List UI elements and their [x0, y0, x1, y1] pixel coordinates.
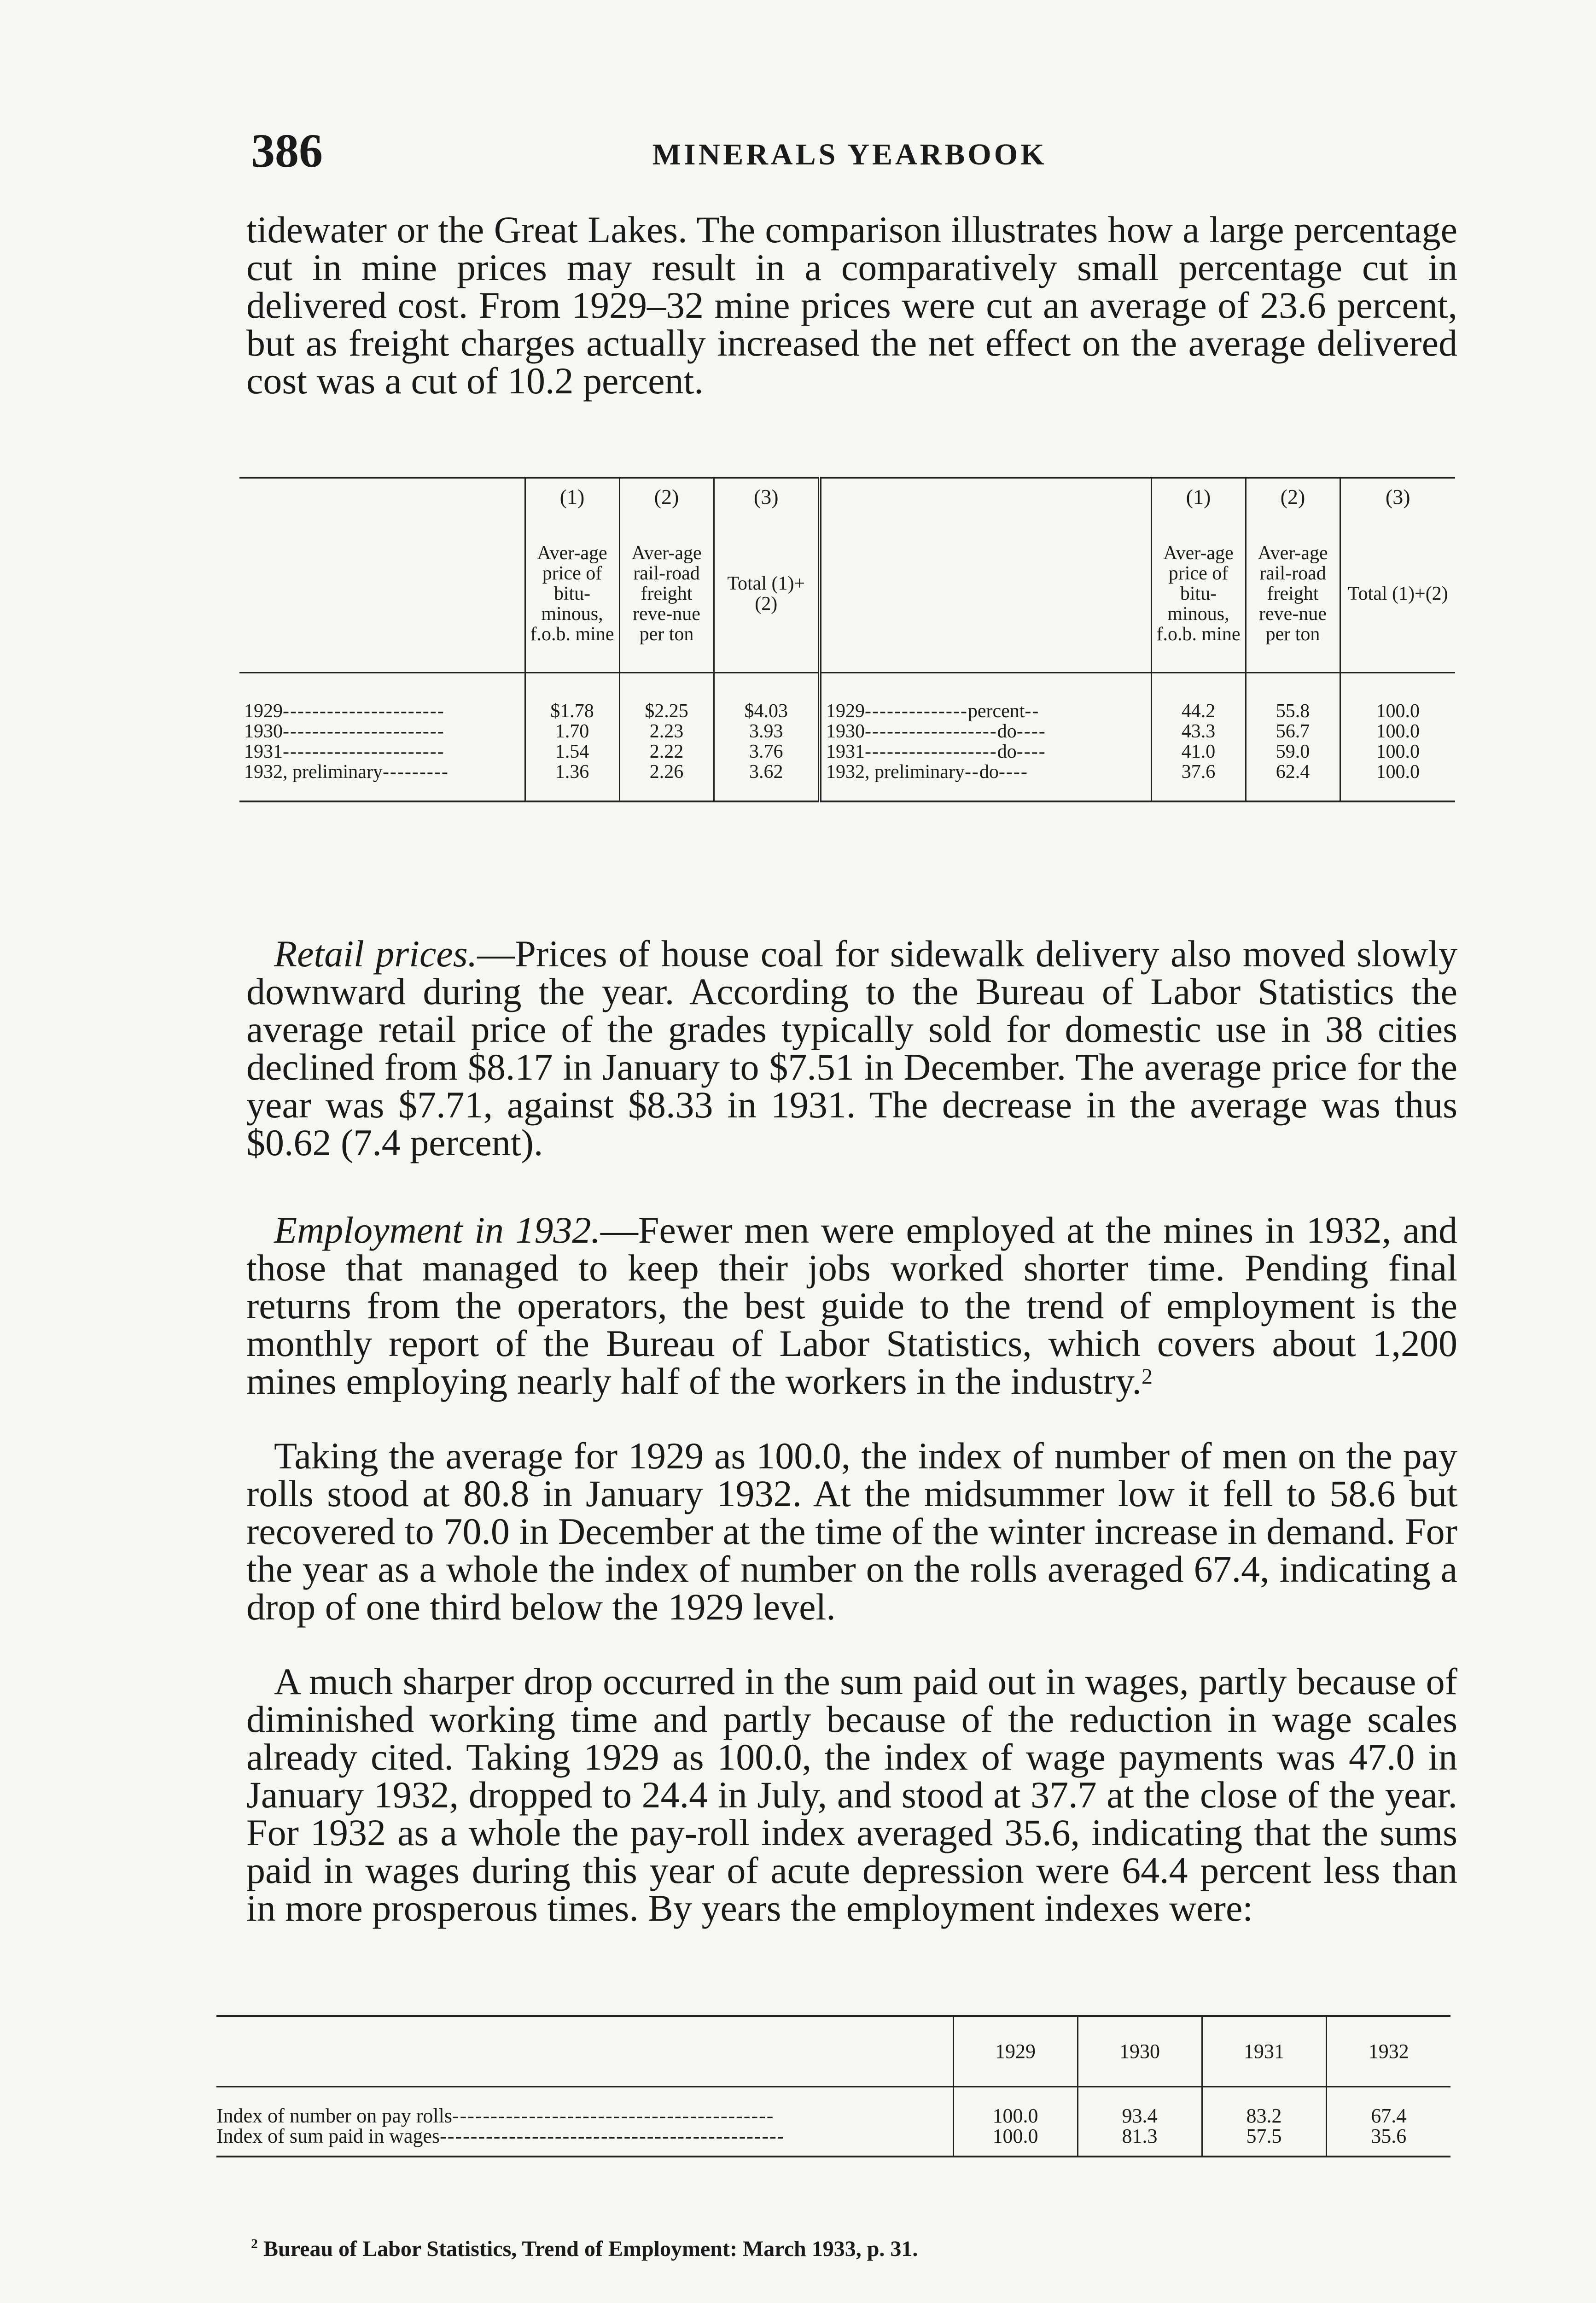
col-header-year: 1929 — [953, 2016, 1078, 2087]
dot-leader: ------------------ — [865, 721, 997, 742]
table-row — [239, 742, 1455, 762]
table-cell: 100.0 — [1340, 673, 1455, 722]
table-cell: 2.22 — [619, 742, 714, 762]
table-row — [216, 2126, 1450, 2157]
table-cell: 37.6 — [1151, 762, 1246, 801]
dot-leader: --------------------------------------------- — [440, 2125, 785, 2147]
col-number-3-right: (3) — [1340, 478, 1455, 515]
running-title: MINERALS YEARBOOK — [652, 138, 1047, 171]
col-header-freight-left: Aver-age rail-road freight reve-nue per ton — [619, 515, 714, 673]
table-cell: 100.0 — [1340, 742, 1455, 762]
table-cell: 81.3 — [1078, 2126, 1202, 2157]
table-cell: 44.2 — [1151, 673, 1246, 722]
row-unit: do — [997, 741, 1017, 762]
table-cell: 3.76 — [714, 742, 820, 762]
row-label: 1932, preliminary — [244, 761, 383, 783]
table-cell: 43.3 — [1151, 721, 1246, 742]
table-cell: 59.0 — [1246, 742, 1340, 762]
paragraph-text: A much sharper drop occurred in the sum paid out in wages, partly because of diminished working time and partly because of the reduction in wage scales already cited. Taking 1929 as 100.0, the index of wage payments was 47.0 in January 1932, dropped to 24.4 in July, and stood at 37.7 at the close of the year. For 1932 as a whole the pay-roll index averaged 35.6, indicating that the sums paid in wages during this year of acute depression were 64.4 percent less than in more prosperous times. By years the employment indexes were: — [246, 1660, 1457, 1929]
row-label: 1929 — [826, 701, 865, 722]
intro-paragraph — [246, 211, 1457, 400]
col-header-year: 1930 — [1078, 2016, 1202, 2087]
employment-index-table — [216, 2015, 1450, 2157]
table-row — [239, 762, 1455, 801]
row-label: 1932, preliminary — [826, 761, 965, 783]
dot-leader: ---------------------- — [283, 701, 445, 722]
row-label: 1931 — [826, 741, 865, 762]
row-label: 1929 — [244, 701, 283, 722]
table-cell: 3.93 — [714, 721, 820, 742]
footnote-marker: 2 — [251, 2236, 258, 2251]
row-label: Index of sum paid in wages — [216, 2125, 440, 2147]
price-comparison-table — [239, 477, 1455, 802]
dot-leader: --------- — [382, 761, 449, 783]
footnote-marker: 2 — [1142, 1364, 1153, 1389]
table-cell: 93.4 — [1078, 2087, 1202, 2127]
col-header-year: 1931 — [1202, 2016, 1326, 2087]
paragraph-text: —Prices of house coal for sidewalk delivery also moved slowly downward during the year. According to the Bureau of Labor Statistics the average retail price of the grades typically sold for domestic use in 38 cities declined from $8.17 in January to $7.51 in December. The average price for the year was $7.71, against $8.33 in 1931. The decrease in the average was thus $0.62 (7.4 percent). — [246, 933, 1457, 1163]
col-header-year: 1932 — [1326, 2016, 1450, 2087]
col-number-2-right: (2) — [1246, 478, 1340, 515]
table-cell: 83.2 — [1202, 2087, 1326, 2127]
col-number-2-left: (2) — [619, 478, 714, 515]
col-header-total-right: Total (1)+(2) — [1340, 515, 1455, 673]
table-cell: 57.5 — [1202, 2126, 1326, 2157]
index-paragraph — [246, 1437, 1457, 1626]
col-number-1-right: (1) — [1151, 478, 1246, 515]
section-heading: Employment in 1932. — [274, 1209, 600, 1251]
table-cell: 3.62 — [714, 762, 820, 801]
col-header-total-left: Total (1)+(2) — [714, 515, 820, 673]
dot-leader: ------------------------------------------ — [452, 2104, 775, 2127]
table-cell: 2.26 — [619, 762, 714, 801]
row-label: 1930 — [826, 721, 865, 742]
dot-leader: ---------------------- — [283, 741, 445, 762]
paragraph-text: —Fewer men were employed at the mines in 1932, and those that managed to keep their jobs worked shorter time. Pending final returns from the operators, the best guide to the trend of employment is the monthly report of the Bureau of Labor Statistics, which covers about 1,200 mines employing nearly half of the workers in the industry. — [246, 1209, 1457, 1402]
intro-paragraph-text: tidewater or the Great Lakes. The comparison illustrates how a large percentage cut in mine prices may result in a comparatively small percentage cut in delivered cost. From 1929–32 mine prices were cut an average of 23.6 percent, but as freight charges actually increased the net effect on the average delivered cost was a cut of 10.2 percent. — [246, 209, 1457, 402]
row-unit: percent — [967, 701, 1025, 722]
row-unit: do — [997, 721, 1017, 742]
row-label: Index of number on pay rolls — [216, 2104, 452, 2127]
retail-prices-paragraph — [246, 935, 1457, 1162]
table-cell: 100.0 — [953, 2087, 1078, 2127]
page-number: 386 — [251, 124, 323, 177]
dot-leader: -------------- — [865, 701, 968, 722]
table-cell: 1.36 — [525, 762, 619, 801]
page-header — [251, 123, 1448, 193]
wages-paragraph — [246, 1660, 1457, 1929]
table-cell: 100.0 — [953, 2126, 1078, 2157]
row-label: 1931 — [244, 741, 283, 762]
dot-leader: ------------------ — [865, 741, 997, 762]
col-header-freight-right: Aver-age rail-road freight reve-nue per ton — [1246, 515, 1340, 673]
table-cell: $2.25 — [619, 673, 714, 722]
table-cell: 2.23 — [619, 721, 714, 742]
table-cell: 100.0 — [1340, 762, 1455, 801]
dot-leader: ---- — [1016, 721, 1046, 742]
row-unit: do — [979, 761, 999, 783]
table-cell: 41.0 — [1151, 742, 1246, 762]
table-cell: $1.78 — [525, 673, 619, 722]
dot-leader: ---- — [998, 761, 1028, 783]
col-header-mine-price-right: Aver-age price of bitu-minous, f.o.b. mine — [1151, 515, 1246, 673]
table-cell: 56.7 — [1246, 721, 1340, 742]
table-row — [239, 721, 1455, 742]
section-heading: Retail prices. — [274, 933, 478, 975]
table-cell: $4.03 — [714, 673, 820, 722]
table-cell: 55.8 — [1246, 673, 1340, 722]
paragraph-text: Taking the average for 1929 as 100.0, the index of number of men on the pay rolls stood at 80.8 in January 1932. At the midsummer low it fell to 58.6 but recovered to 70.0 in December at the time of the winter increase in demand. For the year as a whole the index of number on the rolls averaged 67.4, indicating a drop of one third below the 1929 level. — [246, 1435, 1457, 1628]
table-cell: 100.0 — [1340, 721, 1455, 742]
table-cell: 1.54 — [525, 742, 619, 762]
col-number-1-left: (1) — [525, 478, 619, 515]
stub-header-left — [239, 478, 525, 515]
row-label: 1930 — [244, 721, 283, 742]
dot-leader: ---------------------- — [283, 721, 445, 742]
table-cell: 62.4 — [1246, 762, 1340, 801]
table-cell: 67.4 — [1326, 2087, 1450, 2127]
table-cell: 35.6 — [1326, 2126, 1450, 2157]
table-cell: 1.70 — [525, 721, 619, 742]
employment-paragraph — [246, 1211, 1457, 1400]
table-row — [239, 673, 1455, 722]
footnote-text: Bureau of Labor Statistics, Trend of Employment: March 1933, p. 31. — [263, 2237, 918, 2261]
table-row — [216, 2087, 1450, 2127]
stub-header-right — [820, 478, 1151, 515]
col-number-3-left: (3) — [714, 478, 820, 515]
footnote — [251, 2236, 918, 2262]
dot-leader: -- — [1025, 701, 1040, 722]
col-header-mine-price-left: Aver-age price of bitu-minous, f.o.b. mine — [525, 515, 619, 673]
dot-leader: ---- — [1016, 741, 1046, 762]
dot-leader: -- — [964, 761, 979, 783]
